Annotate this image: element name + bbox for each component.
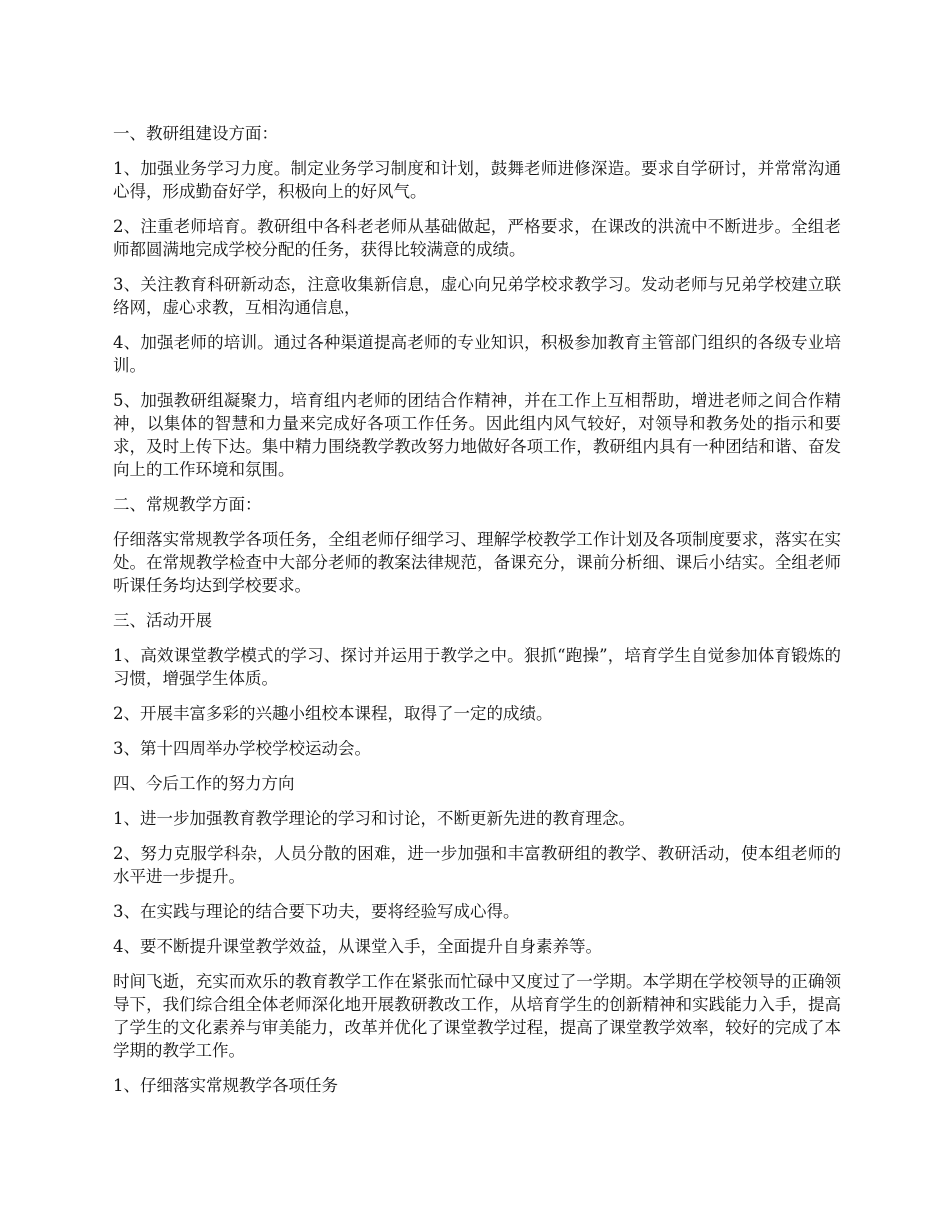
paragraph: 1、仔细落实常规教学各项任务 bbox=[113, 1076, 338, 1095]
paragraph: 1、加强业务学习力度。制定业务学习制度和计划，鼓舞老师进修深造。要求自学研讨，并常常沟通心得，形成勤奋好学，积极向上的好风气。 bbox=[113, 159, 841, 201]
paragraph: 时间飞逝，充实而欢乐的教育教学工作在紧张而忙碌中又度过了一学期。本学期在学校领导的正确领导下，我们综合组全体老师深化地开展教研教改工作，从培育学生的创新精神和实践能力入手，提高了学生的文化素养与审美能力，改革并优化了课堂教学过程，提高了课堂教学效率，较好的完成了本学期的教学工作。 bbox=[113, 972, 841, 1060]
paragraph: 4、要不断提升课堂教学效益，从课堂入手，全面提升自身素养等。 bbox=[113, 937, 602, 956]
paragraph: 3、在实践与理论的结合要下功夫，要将经验写成心得。 bbox=[113, 902, 520, 921]
paragraph: 2、开展丰富多彩的兴趣小组校本课程，取得了一定的成绩。 bbox=[113, 704, 553, 723]
paragraph: 1、进一步加强教育教学理论的学习和讨论，不断更新先进的教育理念。 bbox=[113, 809, 635, 828]
paragraph: 2、努力克服学科杂，人员分散的困难，进一步加强和丰富教研组的教学、教研活动，使本组老师的水平进一步提升。 bbox=[113, 844, 841, 886]
paragraph: 1、高效课堂教学模式的学习、探讨并运用于教学之中。狠抓“跑操”，培育学生自觉参加体育锻炼的习惯，增强学生体质。 bbox=[113, 646, 841, 688]
paragraph: 2、注重老师培育。教研组中各科老老师从基础做起，严格要求，在课改的洪流中不断进步。全组老师都圆满地完成学校分配的任务，获得比较满意的成绩。 bbox=[113, 217, 841, 259]
paragraph: 3、第十四周举办学校学校运动会。 bbox=[113, 739, 371, 758]
paragraph: 3、关注教育科研新动态，注意收集新信息，虚心向兄弟学校求教学习。发动老师与兄弟学校建立联络网，虚心求教，互相沟通信息， bbox=[113, 275, 841, 317]
section-heading-1: 一、教研组建设方面： bbox=[113, 124, 278, 143]
paragraph: 5、加强教研组凝聚力，培育组内老师的团结合作精神，并在工作上互相帮助，增进老师之间合作精神，以集体的智慧和力量来完成好各项工作任务。因此组内风气较好，对领导和教务处的指示和要求，及时上传下达。集中精力围绕教学教改努力地做好各项工作，教研组内具有一种团结和谐、奋发向上的工作环境和氛围。 bbox=[113, 391, 841, 479]
section-heading-3: 三、活动开展 bbox=[113, 611, 212, 630]
paragraph: 4、加强老师的培训。通过各种渠道提高老师的专业知识，积极参加教育主管部门组织的各级专业培训。 bbox=[113, 333, 841, 375]
section-heading-2: 二、常规教学方面： bbox=[113, 495, 262, 514]
paragraph: 仔细落实常规教学各项任务，全组老师仔细学习、理解学校教学工作计划及各项制度要求，落实在实处。在常规教学检查中大部分老师的教案法律规范，备课充分，课前分析细、课后小结实。全组老师听课任务均达到学校要求。 bbox=[113, 530, 841, 595]
document-body bbox=[113, 122, 841, 1109]
section-heading-4: 四、今后工作的努力方向 bbox=[113, 774, 295, 793]
